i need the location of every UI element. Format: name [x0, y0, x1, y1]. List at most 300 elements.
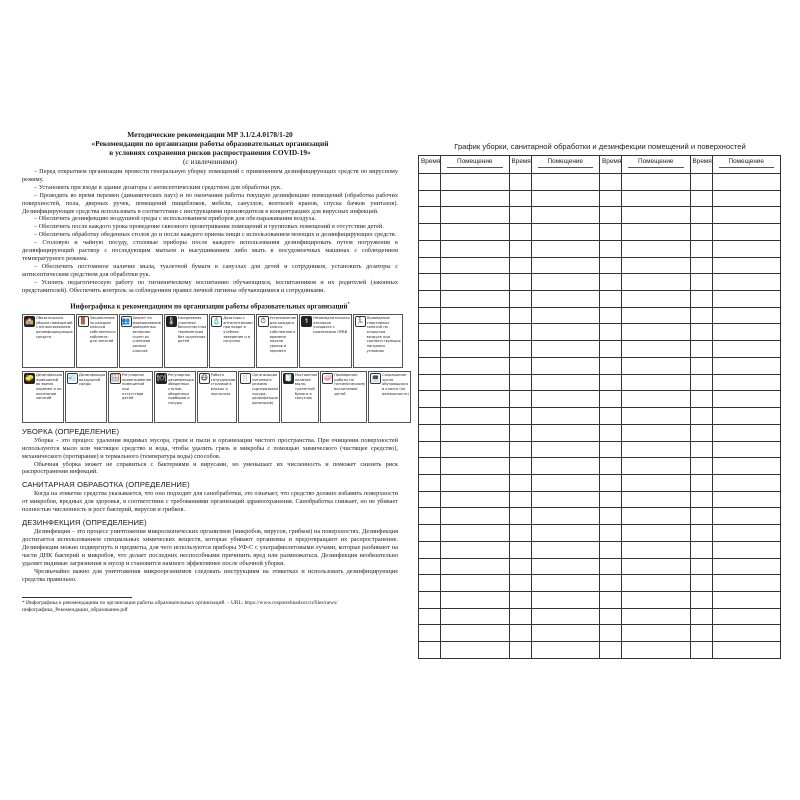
time-cell: [690, 558, 712, 575]
doc-subtitle: (с извлечениями): [182, 157, 238, 166]
room-cell: [712, 642, 781, 659]
time-cell: [509, 391, 531, 408]
time-cell: [690, 642, 712, 659]
time-cell: [690, 240, 712, 257]
table-row: [419, 391, 781, 408]
time-cell: [690, 508, 712, 525]
school-icon: 🏫: [25, 316, 34, 325]
definitions: [22, 427, 398, 584]
infographic-text: Организация питьевого режима (одноразовая посуда, дезинфекция дозаторов): [252, 372, 278, 406]
room-cell: [712, 608, 781, 625]
time-cell: [419, 642, 441, 659]
time-cell: [419, 324, 441, 341]
room-cell: [622, 291, 691, 308]
infographic-text: Дезинфекция помещений во время перемен и по окончании занятий: [36, 372, 63, 401]
room-cell: [712, 374, 781, 391]
schedule-title: График уборки, санитарной обработки и дезинфекции помещений и поверхностей: [454, 142, 746, 151]
room-cell: [622, 558, 691, 575]
time-cell: [419, 441, 441, 458]
time-cell: [600, 508, 622, 525]
room-cell: [622, 474, 691, 491]
schedule-icon: ⏱: [258, 316, 269, 327]
room-cell: [531, 474, 600, 491]
infographic-text: Постоянное наличие мыла, туалетной бумаги в санузлах: [294, 372, 318, 401]
hygiene-icon: 🧼: [323, 373, 333, 382]
room-cell: [441, 625, 510, 642]
room-cell: [441, 558, 510, 575]
recommendation-item: – Обеспечить дезинфекцию воздушной среды с использованием приборов для обеззараживания воздуха.: [34, 215, 316, 223]
col-time-header: Время: [600, 156, 622, 174]
right-page: [418, 140, 782, 680]
header-underline: [719, 167, 775, 168]
time-cell: [419, 240, 441, 257]
time-cell: [690, 391, 712, 408]
infographic-title: [22, 299, 398, 311]
room-cell: [531, 458, 600, 475]
room-cell: [531, 291, 600, 308]
room-cell: [531, 441, 600, 458]
time-cell: [509, 307, 531, 324]
catering-icon: 🍴: [241, 373, 250, 382]
time-cell: [419, 357, 441, 374]
time-cell: [509, 207, 531, 224]
time-cell: [600, 224, 622, 241]
room-cell: [712, 174, 781, 191]
room-cell: [712, 458, 781, 475]
time-cell: [509, 541, 531, 558]
room-cell: [622, 190, 691, 207]
time-cell: [600, 525, 622, 542]
time-cell: [600, 575, 622, 592]
soap-icon: 🧻: [283, 373, 293, 382]
room-cell: [712, 341, 781, 358]
infographic-cell: [209, 314, 254, 368]
room-cell: [531, 374, 600, 391]
footnote-marker: *: [347, 300, 350, 306]
room-cell: [441, 508, 510, 525]
room-cell: [531, 541, 600, 558]
table-row: [419, 291, 781, 308]
room-cell: [622, 441, 691, 458]
room-cell: [712, 491, 781, 508]
table-row: [419, 240, 781, 257]
outdoor-icon: 🏃: [355, 316, 365, 325]
time-cell: [600, 408, 622, 425]
time-cell: [509, 575, 531, 592]
room-cell: [622, 341, 691, 358]
section-paragraph: Чрезвычайно важно для уничтожения микроорганизмов следовать инструкциям на этикетках и использовать дезинфицирующие средства правильно.: [22, 567, 398, 583]
room-cell: [712, 408, 781, 425]
room-cell: [712, 625, 781, 642]
recommendation-item: – Столовую и чайную посуду, столовые приборы после каждого использования дезинфицировать путем погружения в дезинфицирующий раствор с последующим мытьем и высушиванием либо мыть в посудомоечных машинах с соблюдением температурного режима.: [22, 239, 398, 262]
table-row: [419, 174, 781, 191]
infographic-cell: [281, 371, 319, 423]
time-cell: [690, 307, 712, 324]
table-row: [419, 207, 781, 224]
table-row: [419, 642, 781, 659]
table-row: [419, 591, 781, 608]
time-cell: [600, 441, 622, 458]
time-cell: [509, 240, 531, 257]
table-row: [419, 341, 781, 358]
room-cell: [531, 240, 600, 257]
room-cell: [531, 324, 600, 341]
time-cell: [509, 525, 531, 542]
time-cell: [690, 541, 712, 558]
room-cell: [712, 357, 781, 374]
time-cell: [600, 174, 622, 191]
room-cell: [712, 541, 781, 558]
room-cell: [531, 491, 600, 508]
time-cell: [419, 458, 441, 475]
time-cell: [690, 357, 712, 374]
infographic-cell: [22, 314, 75, 368]
infographic-row-2: [22, 371, 409, 423]
time-cell: [509, 441, 531, 458]
time-cell: [419, 508, 441, 525]
room-cell: [531, 357, 600, 374]
time-cell: [419, 374, 441, 391]
time-cell: [690, 441, 712, 458]
room-cell: [441, 324, 510, 341]
time-cell: [600, 625, 622, 642]
table-row: [419, 575, 781, 592]
infographic-text: Запрет на формирование доверенных вечерних групп из учеников разных классов: [132, 315, 161, 353]
table-row: [419, 508, 781, 525]
infographic-text: Установление для каждого класса собственного времени начала уроков и перемен: [269, 315, 297, 353]
time-cell: [600, 608, 622, 625]
room-cell: [441, 608, 510, 625]
room-cell: [622, 491, 691, 508]
room-cell: [622, 357, 691, 374]
air-icon: 💨: [68, 373, 77, 382]
infographic-cell: [154, 371, 196, 423]
section-paragraph: Уборка – это процесс удаления видимых мусора, грязи и пыли и организации чистого пространства. При очищении поверхностей используются мыло или чистящее средство и вода, чтобы удалить грязь и микробы с помощью химического (чистящее средство), механического (протирание) и термального (температура воды) способов.: [22, 436, 398, 460]
room-cell: [622, 307, 691, 324]
time-cell: [600, 541, 622, 558]
doc-title-line1: Методические рекомендации МР 3.1/2.4.0178/1-20: [127, 130, 293, 139]
time-cell: [419, 474, 441, 491]
time-cell: [600, 207, 622, 224]
room-cell: [531, 424, 600, 441]
room-cell: [441, 441, 510, 458]
time-cell: [600, 307, 622, 324]
time-cell: [600, 190, 622, 207]
room-cell: [531, 525, 600, 542]
time-cell: [509, 625, 531, 642]
room-cell: [531, 174, 600, 191]
room-cell: [531, 642, 600, 659]
time-cell: [600, 491, 622, 508]
room-cell: [712, 257, 781, 274]
room-cell: [531, 408, 600, 425]
time-cell: [419, 391, 441, 408]
table-row: [419, 374, 781, 391]
room-cell: [441, 391, 510, 408]
recommendation-item: – Перед открытием организации провести генеральную уборку помещений с применением дезинфицирующих средств по вирусному режиму.: [22, 168, 398, 183]
room-cell: [441, 357, 510, 374]
time-cell: [509, 341, 531, 358]
time-cell: [690, 525, 712, 542]
infographic-text: Обязательная уборка помещений с использованием дезинфицирующих средств: [36, 315, 73, 339]
recommendation-item: – Проводить во время перемен (динамических пауз) и по окончании работы текущую дезинфекцию помещений (обработка рабочих поверхностей, пола, дверных ручек, помещений пищеблоков, мебели, санузлов, вентилей кранов, спуска бачков унитазов). Дезинфицирующие средства использовать в соответствии с инструкциями производителя в концентрациях для вирусных инфекций.: [22, 191, 398, 215]
time-cell: [419, 424, 441, 441]
table-row: [419, 491, 781, 508]
table-row: [419, 257, 781, 274]
time-cell: [600, 391, 622, 408]
col-time-header: Время: [419, 156, 441, 174]
room-cell: [531, 625, 600, 642]
infographic-cell: [76, 314, 118, 368]
room-cell: [531, 274, 600, 291]
infographic-text: Дезинфекция воздушной среды: [79, 372, 106, 387]
room-cell: [441, 341, 510, 358]
col-room-header: [712, 156, 781, 174]
infographic-text: Сокращение числа обучающихся в классе (по возможности): [382, 372, 409, 396]
time-cell: [419, 341, 441, 358]
room-cell: [441, 174, 510, 191]
col-time-header: Время: [690, 156, 712, 174]
infographic-cell: [197, 371, 237, 423]
time-cell: [419, 591, 441, 608]
time-cell: [690, 324, 712, 341]
room-cell: [441, 374, 510, 391]
time-cell: [690, 458, 712, 475]
room-cell: [712, 240, 781, 257]
room-cell: [712, 525, 781, 542]
infographic-cell: [164, 314, 208, 368]
recommendations-list: [22, 168, 398, 295]
footnote-divider: [22, 597, 132, 598]
header-underline: [538, 167, 594, 168]
room-cell: [441, 591, 510, 608]
time-cell: [509, 591, 531, 608]
room-cell: [531, 391, 600, 408]
time-cell: [419, 190, 441, 207]
col-room-label: Помещение: [728, 158, 764, 165]
room-cell: [712, 207, 781, 224]
table-row: [419, 541, 781, 558]
footnote: * Инфографика к рекомендациям по организации работы образовательных организаций. – URL: https://www.rospotrebnadzor.ru/files/news/инфографика_Рекомендации_образование.pdf: [22, 600, 338, 614]
room-cell: [622, 257, 691, 274]
col-room-header: [441, 156, 510, 174]
recommendation-item: – Обеспечить после каждого урока проведение сквозного проветривания помещений и групповых помещений в отсутствие детей.: [34, 223, 384, 231]
room-cell: [622, 508, 691, 525]
infographic-text: Регулярная дезинфекция обеденных столов, обеденных приборов и посуды: [168, 372, 194, 406]
disinfection-icon: 🧽: [25, 373, 34, 382]
time-cell: [509, 424, 531, 441]
room-cell: [712, 441, 781, 458]
room-cell: [622, 541, 691, 558]
room-cell: [441, 458, 510, 475]
room-cell: [622, 207, 691, 224]
dispenser-icon: 🧴: [212, 316, 222, 325]
time-cell: [419, 224, 441, 241]
time-cell: [419, 291, 441, 308]
time-cell: [690, 257, 712, 274]
time-cell: [509, 642, 531, 659]
time-cell: [419, 207, 441, 224]
time-cell: [600, 257, 622, 274]
time-cell: [600, 291, 622, 308]
room-cell: [712, 274, 781, 291]
col-room-header: [622, 156, 691, 174]
time-cell: [600, 341, 622, 358]
room-cell: [622, 374, 691, 391]
table-row: [419, 525, 781, 542]
classroom-icon: 🚪: [78, 316, 88, 325]
room-cell: [441, 408, 510, 425]
room-cell: [441, 240, 510, 257]
room-cell: [531, 190, 600, 207]
table-row: [419, 458, 781, 475]
time-cell: [509, 224, 531, 241]
time-cell: [419, 625, 441, 642]
room-cell: [712, 224, 781, 241]
table-row: [419, 274, 781, 291]
time-cell: [690, 190, 712, 207]
room-cell: [441, 424, 510, 441]
ventilation-icon: 🪟: [111, 373, 120, 382]
remote-icon: 💻: [371, 373, 381, 382]
room-cell: [531, 508, 600, 525]
section-paragraph: Дезинфекция – это процесс уничтожения микроскопических организмов (микробов, вирусов, грибков) на поверхностях. Дезинфекция достигается использованием специальных химических веществ, которые убивают организмы и предотвращают их распространение. Дезинфекции можно подвергнуть и предметы, для чего используются приборы УФ-С с ультрафиолетовыми лучами, которые разбивают на части ДНК бактерий и микробов, что делает последних неспособными причинить вред или размножаться. Дезинфекция необязательно удаляет видимые загрязнения и мусор и становится намного эффективнее после обычной уборки.: [22, 528, 398, 567]
infographic-cell: [119, 314, 163, 368]
recommendation-item: – Усилить педагогическую работу по гигиеническому воспитанию обучающихся, воспитанников и их родителей (законных представителей). Обеспечить контроль за соблюдением правил личной гигиены обучающимися и сотрудниками.: [22, 278, 398, 294]
room-cell: [712, 575, 781, 592]
time-cell: [509, 608, 531, 625]
thermometer-icon: 🌡: [166, 316, 176, 325]
infographic-text: Ежедневная утренняя бесконтактная термометрия без скопления детей: [177, 315, 207, 344]
room-cell: [531, 341, 600, 358]
time-cell: [690, 207, 712, 224]
room-cell: [531, 307, 600, 324]
room-cell: [441, 491, 510, 508]
room-cell: [712, 324, 781, 341]
time-cell: [509, 291, 531, 308]
section-heading: УБОРКА (ОПРЕДЕЛЕНИЕ): [22, 426, 120, 436]
time-cell: [419, 307, 441, 324]
col-room-label: Помещение: [638, 158, 674, 165]
infographic-cell: [299, 314, 352, 368]
room-cell: [441, 307, 510, 324]
doc-title-line3: в условиях сохранения рисков распространения COVID-19»: [109, 148, 311, 157]
room-cell: [622, 575, 691, 592]
room-cell: [441, 541, 510, 558]
room-cell: [622, 591, 691, 608]
time-cell: [600, 558, 622, 575]
time-cell: [509, 257, 531, 274]
time-cell: [690, 608, 712, 625]
time-cell: [690, 224, 712, 241]
room-cell: [441, 224, 510, 241]
room-cell: [622, 224, 691, 241]
time-cell: [600, 642, 622, 659]
time-cell: [509, 274, 531, 291]
infographic-cell: [320, 371, 367, 423]
table-row: [419, 190, 781, 207]
time-cell: [419, 174, 441, 191]
time-cell: [509, 324, 531, 341]
room-cell: [441, 291, 510, 308]
infographic-cell: [22, 371, 64, 423]
time-cell: [419, 408, 441, 425]
time-cell: [690, 424, 712, 441]
time-cell: [690, 374, 712, 391]
time-cell: [690, 341, 712, 358]
room-cell: [531, 591, 600, 608]
room-cell: [441, 274, 510, 291]
time-cell: [509, 190, 531, 207]
infographic-text: Работа сотрудников столовой в масках и перчатках: [210, 372, 236, 396]
room-cell: [622, 608, 691, 625]
recommendation-item: – Обеспечить постоянное наличие мыла, туалетной бумаги в санузлах для детей и сотрудников, установить дозаторы с антисептическим средством для обработки рук.: [22, 262, 398, 278]
room-cell: [712, 307, 781, 324]
time-cell: [600, 458, 622, 475]
time-cell: [600, 474, 622, 491]
doc-title-line2: «Рекомендации по организации работы образовательных организаций: [91, 139, 329, 148]
isolation-icon: ⚕: [301, 316, 312, 327]
infographic-cell: [108, 371, 153, 423]
room-cell: [441, 190, 510, 207]
col-room-label: Помещение: [457, 158, 493, 165]
time-cell: [419, 608, 441, 625]
table-row: [419, 608, 781, 625]
time-cell: [690, 575, 712, 592]
room-cell: [622, 525, 691, 542]
table-row: [419, 474, 781, 491]
time-cell: [690, 274, 712, 291]
room-cell: [441, 257, 510, 274]
infographic-text: Незамедлительная изоляция учащихся с признаками ОРВИ: [313, 315, 350, 334]
time-cell: [690, 408, 712, 425]
schedule-table: [418, 155, 781, 659]
time-cell: [419, 558, 441, 575]
section-paragraph: Обычная уборка может не справиться с бактериями и вирусами, но уменьшает их численность и поможет снизить риск распространения инфекций.: [22, 460, 398, 476]
infographic-row-1: [22, 314, 401, 368]
section-heading: САНИТАРНАЯ ОБРАБОТКА (ОПРЕДЕЛЕНИЕ): [22, 480, 190, 490]
crowd-ban-icon: 👥: [121, 316, 131, 325]
infographic-cell: [65, 371, 107, 423]
time-cell: [600, 357, 622, 374]
recommendation-item: – Установить при входе в здание дозаторы с антисептическим средством для обработки рук.: [34, 183, 282, 191]
room-cell: [441, 525, 510, 542]
infographic-text: Регулярное проветривание помещений при отсутствии детей: [122, 372, 152, 401]
table-row: [419, 224, 781, 241]
mask-icon: 😷: [200, 373, 208, 382]
room-cell: [531, 224, 600, 241]
room-cell: [441, 474, 510, 491]
room-cell: [712, 591, 781, 608]
time-cell: [419, 575, 441, 592]
header-underline: [628, 167, 684, 168]
time-cell: [509, 357, 531, 374]
infographic-cell: [368, 371, 411, 423]
room-cell: [441, 575, 510, 592]
room-cell: [622, 324, 691, 341]
table-row: [419, 357, 781, 374]
table-row: [419, 625, 781, 642]
room-cell: [441, 642, 510, 659]
room-cell: [531, 558, 600, 575]
room-cell: [622, 625, 691, 642]
room-cell: [531, 207, 600, 224]
col-time-header: Время: [509, 156, 531, 174]
time-cell: [509, 174, 531, 191]
table-row: [419, 441, 781, 458]
room-cell: [712, 190, 781, 207]
time-cell: [509, 491, 531, 508]
